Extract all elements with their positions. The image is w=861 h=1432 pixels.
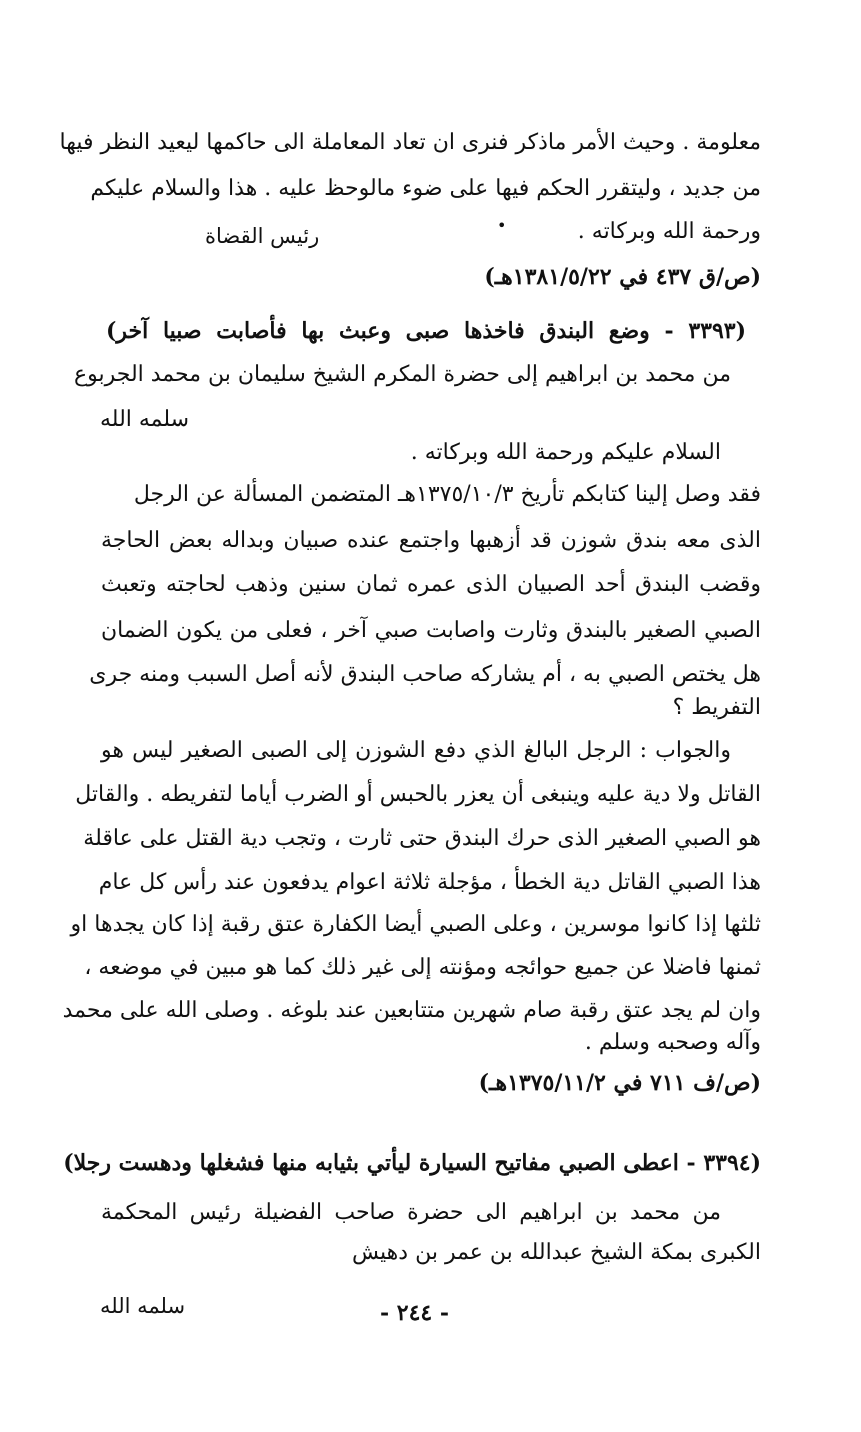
- paragraph-line: الصبي الصغير بالبندق وثارت واصابت صبي آخر ، فعلى من يكون الضمان: [101, 618, 761, 643]
- reference-citation: (ص/ف ٧١١ في ١٣٧٥/١١/٢هـ): [478, 1070, 761, 1096]
- greeting-line: السلام عليكم ورحمة الله وبركاته .: [410, 440, 721, 465]
- closing-salutation: سلمه الله: [100, 1294, 186, 1318]
- paragraph-line: هذا الصبي القاتل دية الخطأ ، مؤجلة ثلاثة اعوام يدفعون عند رأس كل عام: [98, 870, 761, 895]
- paragraph-line: فقد وصل إلينا كتابكم تأريخ ١٣٧٥/١٠/٣هـ المتضمن المسألة عن الرجل: [133, 482, 761, 507]
- paragraph-line: ورحمة الله وبركاته .: [577, 219, 761, 244]
- section-heading: (٣٣٩٣ - وضع البندق فاخذها صبى وعبث بها فأصابت صبيا آخر): [106, 318, 746, 344]
- paragraph-line: والجواب : الرجل البالغ الذي دفع الشوزن إلى الصبى الصغير ليس هو: [101, 738, 731, 763]
- paragraph-line: ثلثها إذا كانوا موسرين ، وعلى الصبي أيضا الكفارة عتق رقبة إذا كان يجدها او: [70, 912, 761, 937]
- page-number: - ٢٤٤ -: [380, 1300, 450, 1326]
- salutation-line: سلمه الله: [100, 407, 190, 432]
- paragraph-line: ثمنها فاضلا عن جميع حوائجه ومؤنته إلى غير ذلك كما هو مبين في موضعه ،: [84, 955, 761, 980]
- paragraph-line: وآله وصحبه وسلم .: [584, 1030, 761, 1055]
- paragraph-line: الذى معه بندق شوزن قد أزهبها واجتمع عنده صبيان وبداله بعض الحاجة: [101, 528, 761, 553]
- paragraph-line: هو الصبي الصغير الذى حرك البندق حتى ثارت ، وتجب دية القتل على عاقلة: [83, 826, 761, 851]
- ornament-dot: •: [497, 216, 507, 235]
- paragraph-line: التفريط ؟: [672, 695, 761, 720]
- section-heading: (٣٣٩٤ - اعطى الصبي مفاتيح السيارة ليأتي بثيابه منها فشغلها ودهست رجلا): [63, 1150, 761, 1176]
- paragraph-line: هل يختص الصبي به ، أم يشاركه صاحب البندق لأنه أصل السبب ومنه جرى: [89, 662, 761, 687]
- paragraph-line: وقضب البندق أحد الصبيان الذى عمره ثمان سنين وذهب لحاجته وتعبث: [101, 572, 761, 597]
- paragraph-line: الكبرى بمكة الشيخ عبدالله بن عمر بن دهيش: [352, 1240, 761, 1265]
- paragraph-line: القاتل ولا دية عليه وينبغى أن يعزر بالحبس أو الضرب أياما لتفريطه . والقاتل: [75, 782, 761, 807]
- paragraph-line: من محمد بن ابراهيم الى حضرة صاحب الفضيلة رئيس المحكمة: [101, 1200, 721, 1225]
- signature-title: رئيس القضاة: [205, 224, 320, 248]
- paragraph-line: معلومة . وحيث الأمر ماذكر فنرى ان تعاد المعاملة الى حاكمها ليعيد النظر فيها: [59, 130, 761, 155]
- paragraph-line: من جديد ، وليتقرر الحكم فيها على ضوء مالوحظ عليه . هذا والسلام عليكم: [90, 176, 761, 201]
- paragraph-line: من محمد بن ابراهيم إلى حضرة المكرم الشيخ سليمان بن محمد الجربوع: [74, 362, 731, 387]
- paragraph-line: وان لم يجد عتق رقبة صام شهرين متتابعين عند بلوغه . وصلى الله على محمد: [62, 998, 761, 1023]
- reference-citation: (ص/ق ٤٣٧ في ١٣٨١/٥/٢٢هـ): [484, 264, 761, 290]
